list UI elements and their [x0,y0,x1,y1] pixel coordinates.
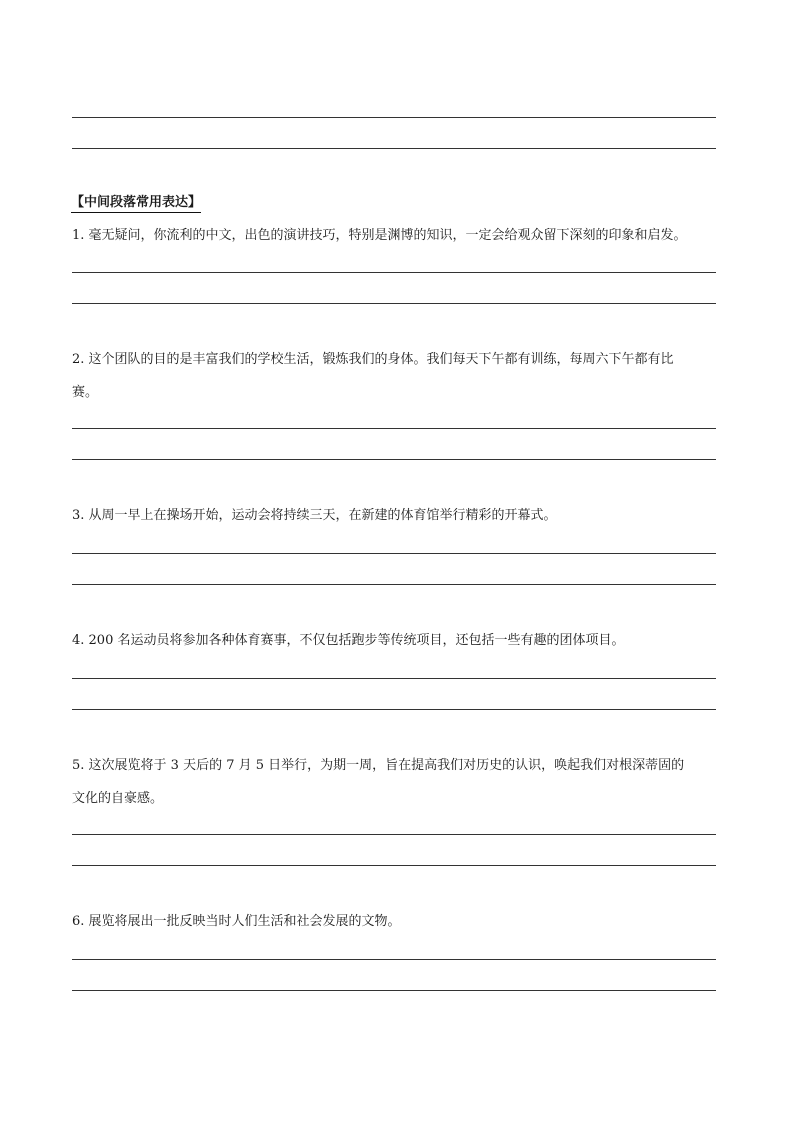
answer-line [72,148,716,149]
exercise-text: 6. 展览将展出一批反映当时人们生活和社会发展的文物。 [72,914,401,929]
answer-line [72,428,716,429]
exercise-item-5 [72,749,732,815]
answer-line [72,959,716,960]
exercise-item-4 [72,624,732,657]
exercise-item-2 [72,343,732,409]
exercise-text: 2. 这个团队的目的是丰富我们的学校生活，锻炼我们的身体。我们每天下午都有训练，每周六下午都有比 [72,352,674,367]
answer-line [72,303,716,304]
answer-line [72,584,716,585]
exercise-text: 5. 这次展览将于 3 天后的 7 月 5 日举行，为期一周，旨在提高我们对历史的认识，唤起我们对根深蒂固的 [72,758,685,773]
exercise-text: 4. 200 名运动员将参加各种体育赛事，不仅包括跑步等传统项目，还包括一些有趣的团体项目。 [72,633,625,648]
answer-line [72,272,716,273]
exercise-item-3 [72,499,732,532]
answer-line [72,459,716,460]
answer-line [72,553,716,554]
exercise-text: 3. 从周一早上在操场开始，运动会将持续三天，在新建的体育馆举行精彩的开幕式。 [72,508,557,523]
answer-line [72,709,716,710]
exercise-text-continued: 文化的自豪感。 [72,791,164,806]
answer-line [72,990,716,991]
exercise-item-6 [72,905,732,938]
exercise-text: 1. 毫无疑问，你流利的中文，出色的演讲技巧，特别是渊博的知识，一定会给观众留下深刻的印象和启发。 [72,228,687,243]
section-heading: 【中间段落常用表达】 [71,194,201,213]
answer-line [72,678,716,679]
answer-line [72,834,716,835]
exercise-item-1 [72,219,732,252]
answer-line [72,117,716,118]
exercise-text-continued: 赛。 [72,385,99,400]
answer-line [72,865,716,866]
